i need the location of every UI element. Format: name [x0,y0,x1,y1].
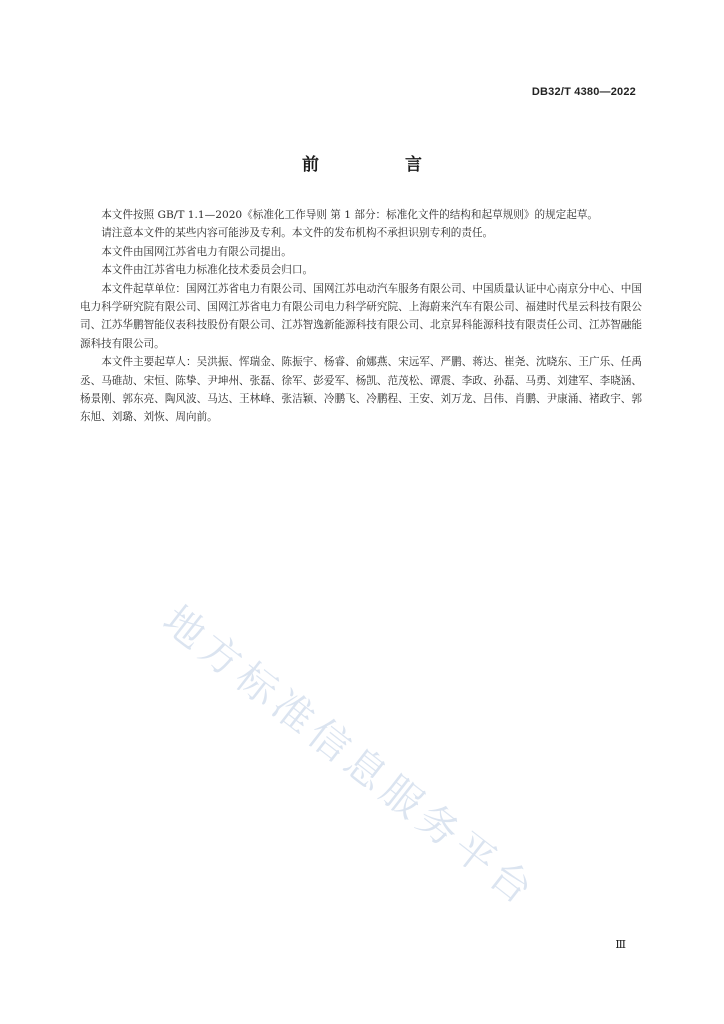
paragraph-proposer: 本文件由国网江苏省电力有限公司提出。 [101,245,292,258]
watermark-text: 地方标准信息服务平台 [154,597,545,917]
paragraph-drafting-organizations: 本文件起草单位：国网江苏省电力有限公司、国网江苏电动汽车服务有限公司、中国质量认证中心南京分中心、中国电力科学研究院有限公司、国网江苏省电力有限公司电力科学研究院、上海蔚来汽车有限公司、福建时代星云科技有限公司、江苏华鹏智能仪表科技股份有限公司、江苏智逸新能源科技有限公司、北京昇科能源科技有限责任公司、江苏智融能源科技有限公司。 [80,282,642,350]
standard-code: DB32/T 4380—2022 [531,86,636,98]
paragraph-drafting-basis: 本文件按照 GB/T 1.1—2020《标准化工作导则 第 1 部分：标准化文件的结构和起草规则》的规定起草。 [101,209,599,221]
paragraph-patent-notice: 请注意本文件的某些内容可能涉及专利。本文件的发布机构不承担识别专利的责任。 [101,227,494,240]
page-number: Ⅲ [615,939,626,951]
preface-body [80,206,642,427]
paragraph-main-drafters: 本文件主要起草人：吴洪振、恽瑞金、陈振宇、杨睿、俞娜燕、宋远军、严鹏、蒋达、崔尧、沈晓东、王广乐、任禹丞、马碓劼、宋恒、陈挚、尹坤州、张磊、徐军、彭爱军、杨凯、范茂松、谭震、李政、孙磊、马勇、刘建军、李晓涵、杨景刚、郭东亮、陶风波、马达、王林峰、张洁颖、冷鹏飞、冷鹏程、王安、刘万龙、吕伟、肖鹏、尹康涌、褚政宇、郭东旭、刘璐、刘恢、周向前。 [80,356,642,424]
paragraph-centralized-management: 本文件由江苏省电力标准化技术委员会归口。 [101,264,314,277]
section-title: 前 言 [302,155,462,175]
